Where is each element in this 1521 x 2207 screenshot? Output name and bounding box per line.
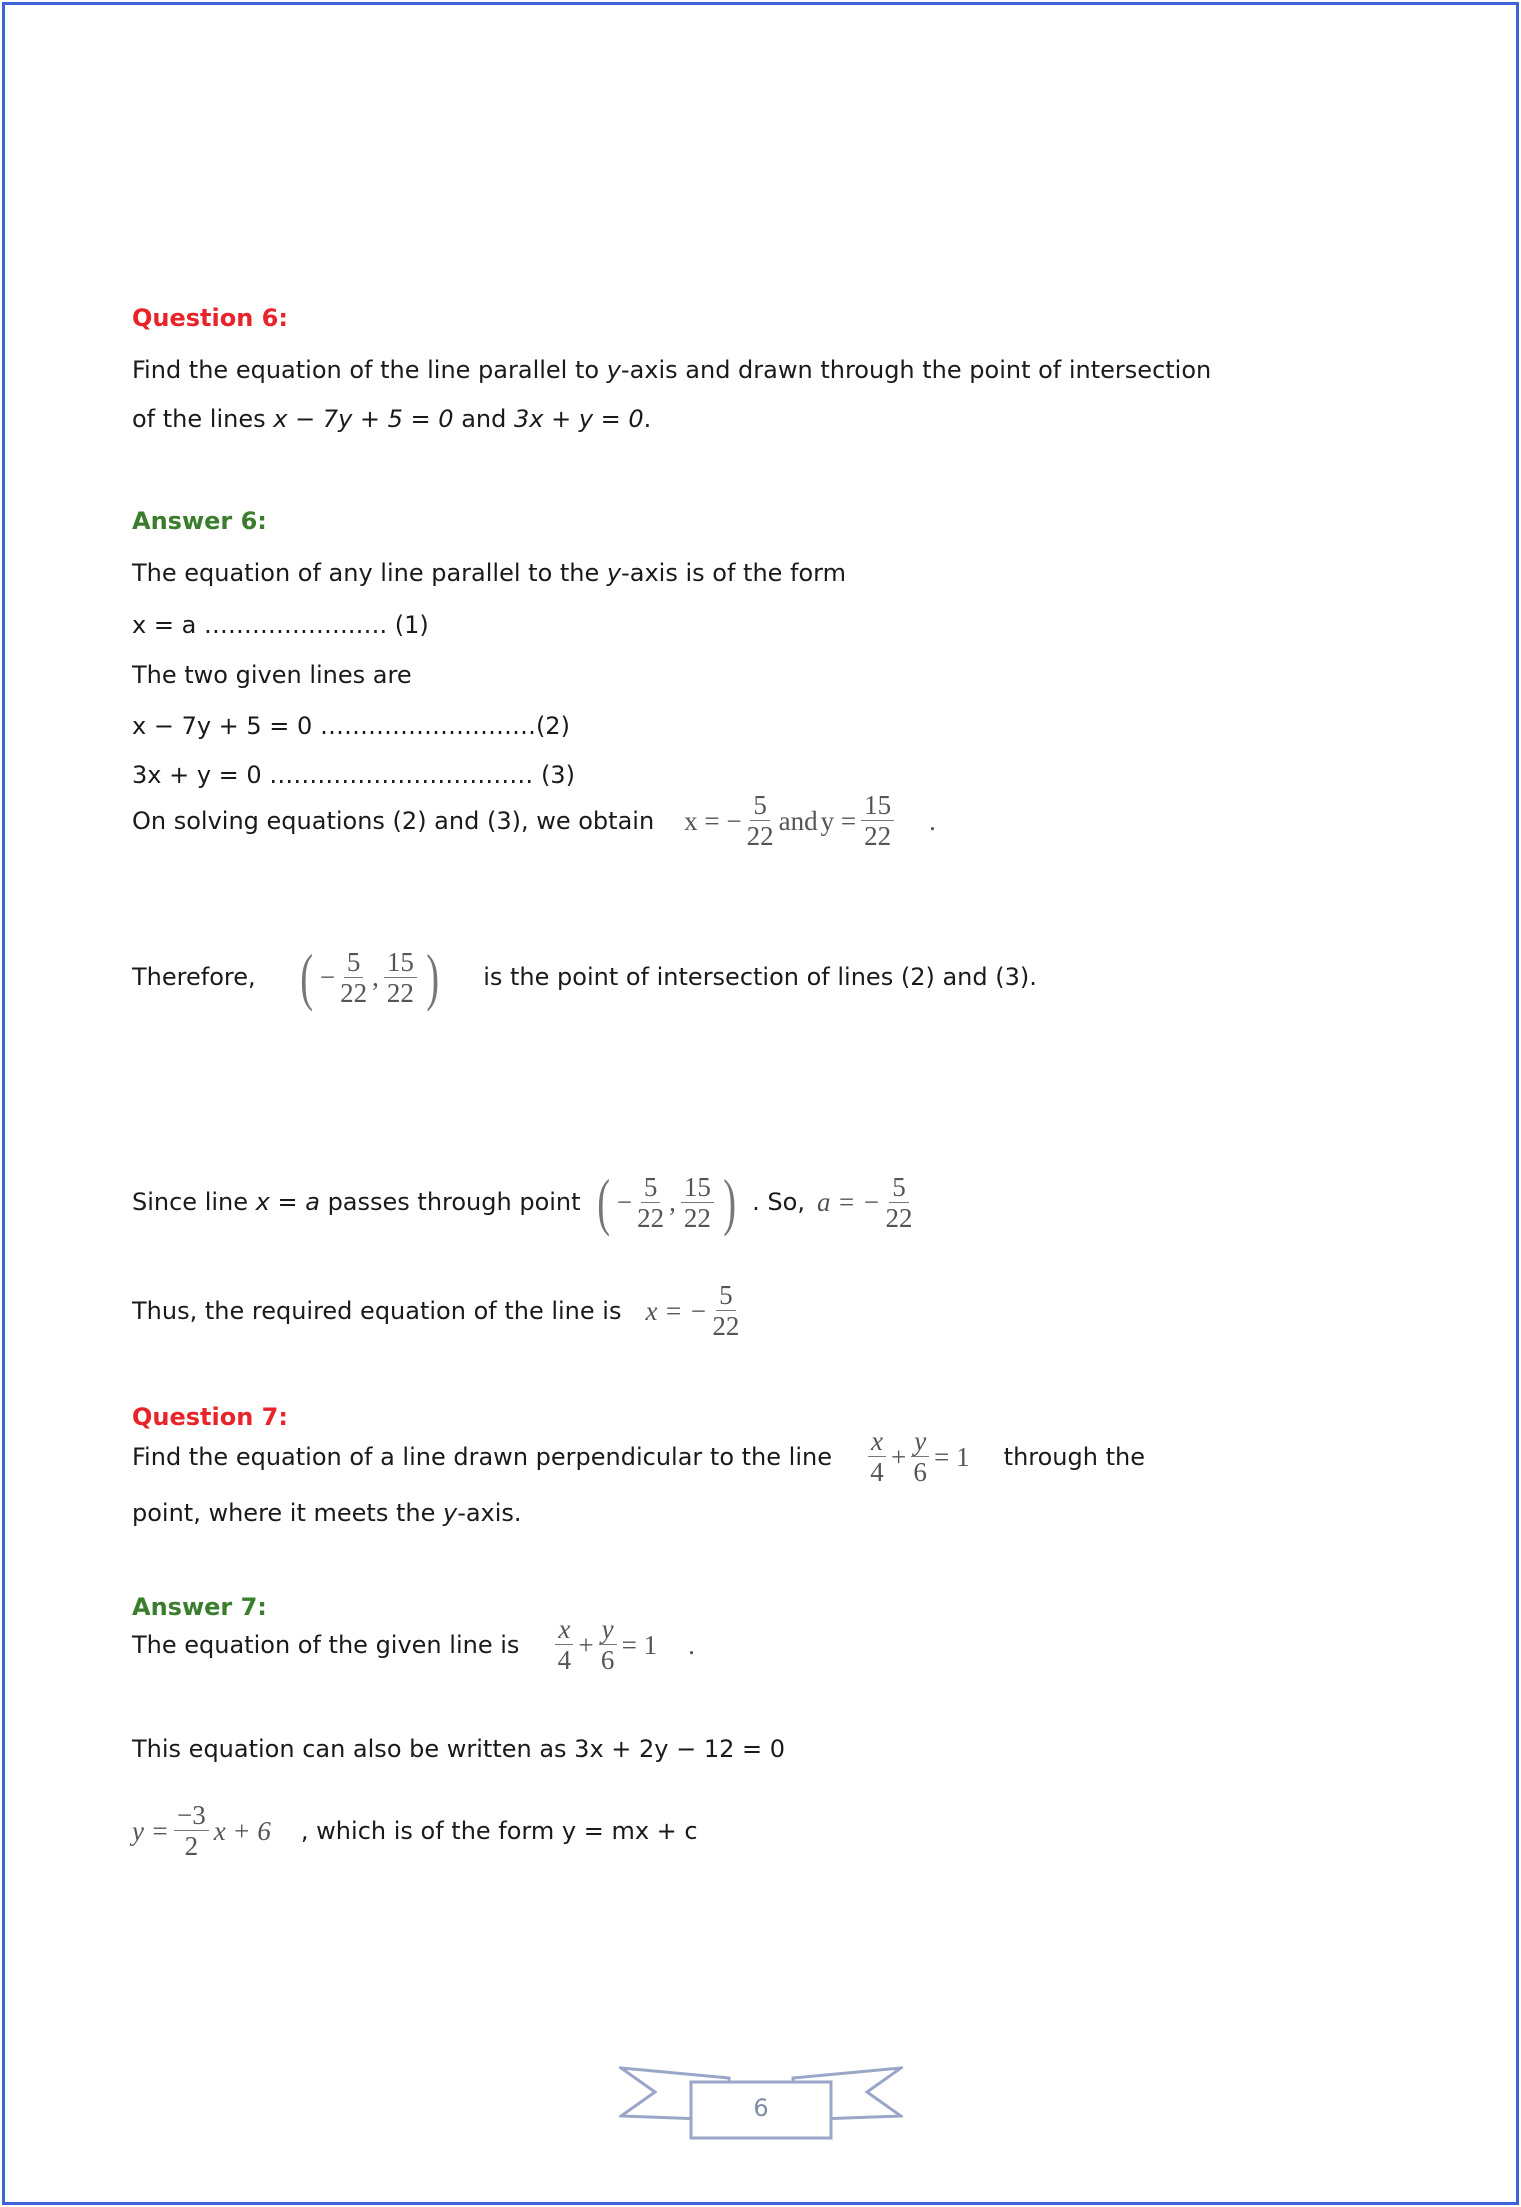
answer-6-line: The two given lines are — [132, 661, 412, 689]
thus-line: Thus, the required equation of the line is x = − $\frac{5}{22}$ — [132, 1280, 740, 1341]
answer-7-heading: Answer 7: — [132, 1593, 267, 1621]
answer-6-line: The equation of any line parallel to the y-axis is of the form — [132, 559, 846, 587]
since-line: Since line x = a passes through point ( − $\frac{5}{22}$ , 15 22 ) . So, a = − $\frac{5}{22}$ — [132, 1166, 913, 1237]
therefore-line: Therefore, ( − $\frac{5}{22}$ , 15 22 ) is the point of intersection of lines (2) and (3). — [132, 941, 1037, 1012]
answer-7-line3: y = $\frac{-3}{2}$ x + 6 , which is of the form y = mx + c — [132, 1800, 698, 1861]
final-equation-formula: x = − $\frac{5}{22}$ — [645, 1280, 740, 1341]
given-line-formula: x 4 + $\frac{y}{6}$ = 1 . — [553, 1614, 694, 1675]
equation-3: 3x + y = 0 …………………………… (3) — [132, 761, 575, 789]
solution-formula: x = − $\frac{5}{22}$ and y = $\frac{15}{22}$ . — [684, 790, 936, 851]
slope-form-formula: y = $\frac{-3}{2}$ x + 6 — [132, 1800, 271, 1861]
answer-6-heading: Answer 6: — [132, 507, 267, 535]
intersection-point-formula: ( − $\frac{5}{22}$ , 15 22 ) — [299, 941, 439, 1012]
page-number-ribbon — [619, 2058, 903, 2144]
equation-1: x = a ……………….…. (1) — [132, 611, 429, 639]
question-7-heading: Question 7: — [132, 1403, 288, 1431]
question-6-heading: Question 6: — [132, 304, 288, 332]
question-6-text-line2: of the lines x − 7y + 5 = 0 and 3x + y = 0. — [132, 405, 652, 433]
answer-7-line2: This equation can also be written as 3x + 2y − 12 = 0 — [132, 1735, 786, 1763]
a-value-formula: a = − $\frac{5}{22}$ — [816, 1171, 913, 1233]
question-6-text-line1: Find the equation of the line parallel to y-axis and drawn through the point of intersection — [132, 356, 1212, 384]
equation-2: x − 7y + 5 = 0 ………………………(2) — [132, 712, 570, 740]
question-7-text-line1: Find the equation of a line drawn perpendicular to the line x 4 + $\frac{y}{6}$ = 1 through the — [132, 1426, 1145, 1487]
point-formula: ( − $\frac{5}{22}$ , 15 22 ) — [596, 1166, 736, 1237]
solving-line: On solving equations (2) and (3), we obtain x = − $\frac{5}{22}$ and y = $\frac{15}{22}$ . — [132, 790, 936, 851]
question-7-text-line2: point, where it meets the y-axis. — [132, 1499, 522, 1527]
given-line-formula: x 4 + $\frac{y}{6}$ = 1 — [866, 1426, 970, 1487]
page-number: 6 — [753, 2094, 769, 2122]
answer-7-line1: The equation of the given line is x 4 + $\frac{y}{6}$ = 1 . — [132, 1614, 695, 1675]
